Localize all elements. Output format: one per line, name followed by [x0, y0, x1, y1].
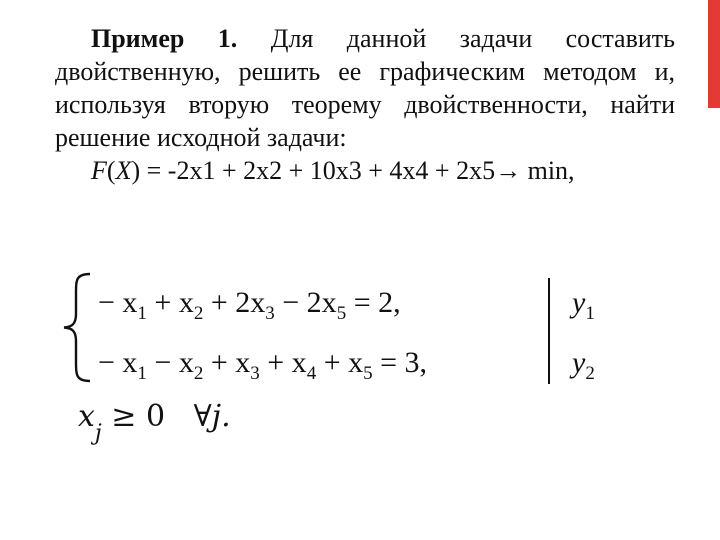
problem-text: Для данной задачи составить двойственную, решить ее графическим методом и, используя вторую теорему двойственности, найти решение исходной задачи: — [55, 24, 675, 152]
term: + x — [146, 286, 194, 319]
cond-var: x — [78, 399, 95, 434]
term: + 2x — [203, 286, 266, 319]
dual-var: y — [572, 346, 586, 379]
term: − x — [98, 346, 138, 379]
term: − 2x — [274, 286, 337, 319]
cond-relation: ≥ 0 ∀ — [101, 399, 212, 434]
term: − x — [98, 286, 138, 319]
term: + x — [259, 346, 307, 379]
dual-var: y — [572, 286, 586, 319]
subscript: 5 — [336, 303, 347, 324]
objective-trailing: , — [568, 156, 575, 185]
subscript: 4 — [306, 363, 317, 384]
subscript: 1 — [137, 303, 147, 324]
subscript: 1 — [585, 303, 595, 324]
subscript: 2 — [193, 363, 204, 384]
subscript: 1 — [137, 363, 147, 384]
subscript: 2 — [193, 303, 204, 324]
cond-subscript: j — [94, 421, 102, 446]
term: = 3, — [372, 346, 428, 379]
dual-variable-1 — [572, 286, 595, 324]
constraint-2 — [98, 346, 428, 384]
example-label: Пример 1. — [91, 24, 238, 53]
left-brace — [60, 270, 94, 385]
term: + x — [203, 346, 251, 379]
constraint-1 — [98, 286, 401, 324]
objective-symbol-F: F — [91, 156, 107, 185]
objective-arrow: → — [495, 156, 522, 185]
objective-expression: -2x1 + 2x2 + 10x3 + 4x4 + 2x5 — [167, 156, 496, 185]
subscript: 5 — [363, 363, 373, 384]
accent-bar — [708, 0, 720, 108]
objective-function: F(X) = -2x1 + 2x2 + 10x3 + 4x4 + 2x5→ min, — [91, 156, 575, 185]
term: + x — [316, 346, 364, 379]
subscript: 2 — [585, 363, 595, 384]
objective-direction: min — [527, 156, 569, 185]
nonnegativity-condition — [78, 399, 231, 446]
dual-separator — [548, 278, 550, 384]
dual-variable-2 — [572, 346, 595, 384]
problem-statement — [55, 22, 675, 187]
cond-tail: j. — [211, 399, 231, 434]
subscript: 3 — [250, 363, 260, 384]
subscript: 3 — [265, 303, 275, 324]
objective-symbol-X: X — [115, 156, 132, 185]
term: − x — [146, 346, 194, 379]
problem-paragraph — [55, 22, 675, 154]
term: = 2, — [346, 286, 401, 319]
